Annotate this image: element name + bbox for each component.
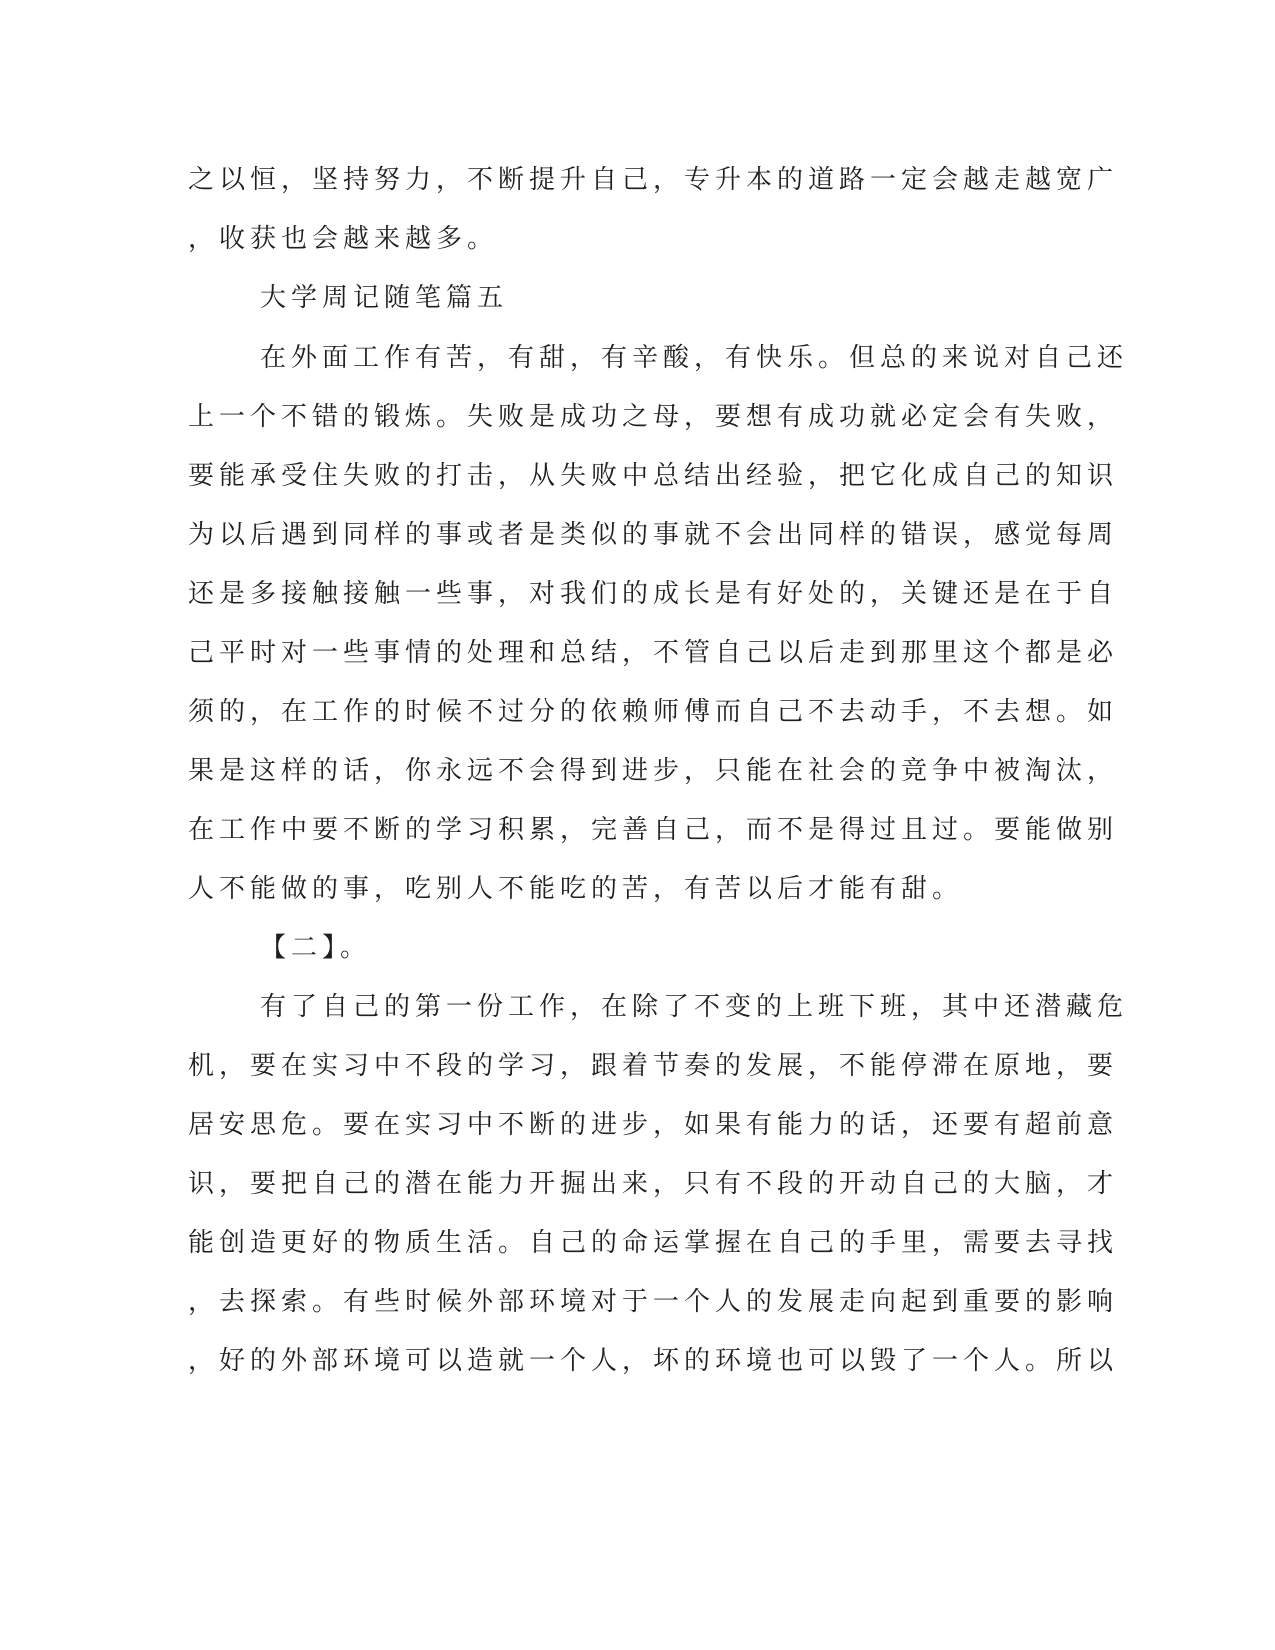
text-line: 能创造更好的物质生活。自己的命运掌握在自己的手里，需要去寻找 xyxy=(188,1228,1119,1258)
text-line: 还是多接触接触一些事，对我们的成长是有好处的，关键还是在于自 xyxy=(188,579,1119,609)
text-line: 要能承受住失败的打击，从失败中总结出经验，把它化成自己的知识 xyxy=(188,461,1119,491)
text-line: 之以恒，坚持努力，不断提升自己，专升本的道路一定会越走越宽广 xyxy=(188,165,1119,195)
section-heading: 大学周记随笔篇五 xyxy=(260,283,509,313)
text-line: 居安思危。要在实习中不断的进步，如果有能力的话，还要有超前意 xyxy=(188,1110,1119,1140)
text-line: 机，要在实习中不段的学习，跟着节奏的发展，不能停滞在原地，要 xyxy=(188,1051,1119,1081)
text-line: 己平时对一些事情的处理和总结，不管自己以后走到那里这个都是必 xyxy=(188,638,1119,668)
text-line: 为以后遇到同样的事或者是类似的事就不会出同样的错误，感觉每周 xyxy=(188,520,1119,550)
text-line: 须的，在工作的时候不过分的依赖师傅而自己不去动手，不去想。如 xyxy=(188,697,1119,727)
text-line: 果是这样的话，你永远不会得到进步，只能在社会的竞争中被淘汰， xyxy=(188,756,1119,786)
text-line: ，收获也会越来越多。 xyxy=(188,224,499,254)
text-line: 在外面工作有苦，有甜，有辛酸，有快乐。但总的来说对自己还 xyxy=(260,343,1129,373)
text-line: ，去探索。有些时候外部环境对于一个人的发展走向起到重要的影响 xyxy=(188,1287,1119,1317)
section-marker: 【二】。 xyxy=(260,933,372,963)
text-line: 有了自己的第一份工作，在除了不变的上班下班，其中还潜藏危 xyxy=(260,992,1129,1022)
text-line: 人不能做的事，吃别人不能吃的苦，有苦以后才能有甜。 xyxy=(188,874,964,904)
text-line: 上一个不错的锻炼。失败是成功之母，要想有成功就必定会有失败， xyxy=(188,402,1119,432)
text-line: 在工作中要不断的学习积累，完善自己，而不是得过且过。要能做别 xyxy=(188,815,1119,845)
text-line: ，好的外部环境可以造就一个人，坏的环境也可以毁了一个人。所以 xyxy=(188,1346,1119,1376)
text-line: 识，要把自己的潜在能力开掘出来，只有不段的开动自己的大脑，才 xyxy=(188,1169,1119,1199)
